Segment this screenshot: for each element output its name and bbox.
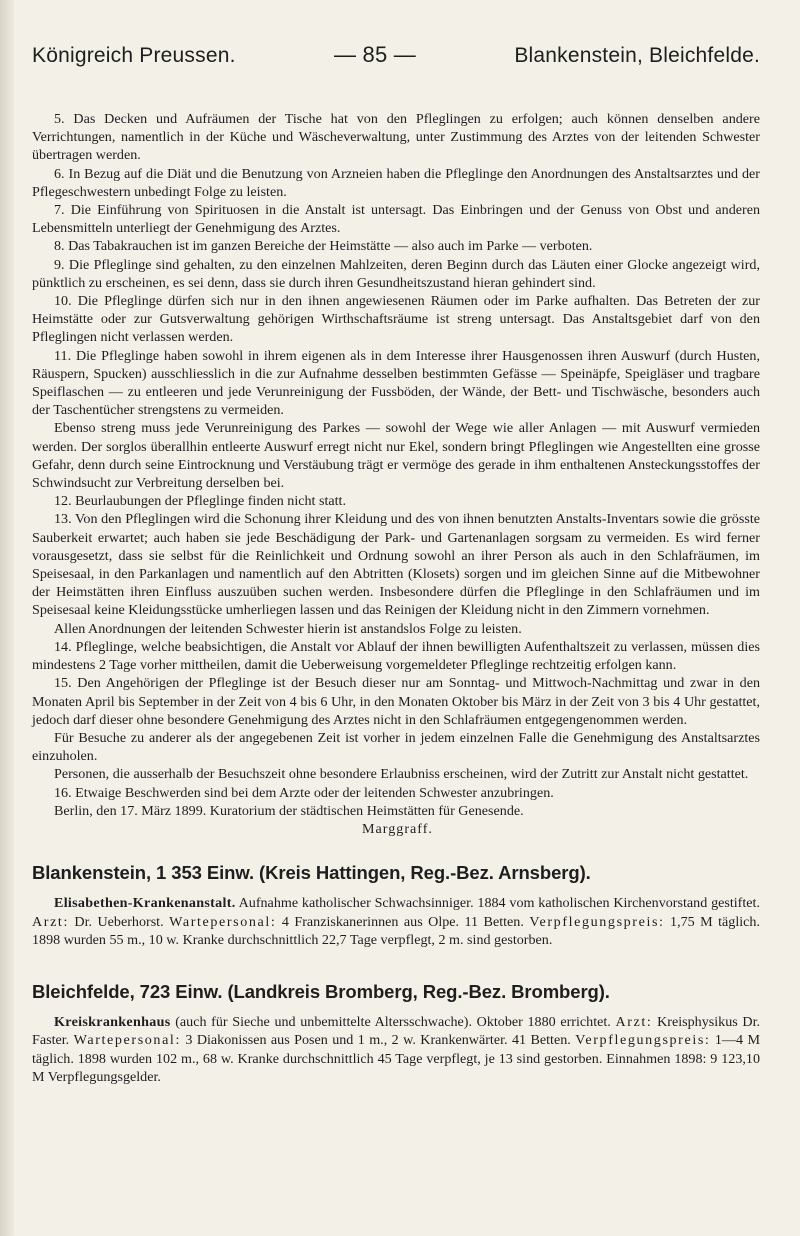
page-number: — 85 —	[334, 42, 416, 67]
paragraph: 7. Die Einführung von Spirituosen in die Anstalt ist untersagt. Das Einbringen und der Genuss von Obst und anderen Lebensmitteln unterliegt der Genehmigung des Arztes.	[32, 202, 760, 237]
paragraph: 13. Von den Pfleglingen wird die Schonung ihrer Kleidung und des von ihnen benutzten Anstalts-Inventars sowie die grösste Sauberkeit erwartet; auch haben sie jede Beschädigung der Park- und Gartenanlagen sorgsam zu vermeiden. Es wird ferner vorausgesetzt, dass sie selbst für die Reinlichkeit und Ordnung sowohl an ihrer Person als auch in den Schlafräumen, im Speisesaal, in den Parkanlagen und namentlich auf den Abtritten (Klosets) sorgen und im gleichen Sinne auf die Mitbewohner der Heimstätten ihren Einfluss auszuüben suchen werden. Insbesondere dürfen die Pfleglinge in den Schlafräumen und im Speisesaal keine Kleidungsstücke umherliegen lassen und das Reinigen der Kleidung nicht in den Zimmern vornehmen.	[32, 511, 760, 619]
paragraph: 6. In Bezug auf die Diät und die Benutzung von Arzneien haben die Pfleglinge den Anordnungen des Anstaltsarztes und der Pflegeschwestern unbedingt Folge zu leisten.	[32, 165, 760, 200]
label-arzt: Arzt:	[32, 913, 69, 930]
page-body	[32, 110, 760, 1086]
label-verpflegungspreis: Verpflegungspreis:	[575, 1032, 711, 1049]
entry-heading-bleichfelde: Bleichfelde, 723 Einw. (Landkreis Bromberg, Reg.-Bez. Bromberg).	[32, 980, 610, 1002]
paragraph: 10. Die Pfleglinge dürfen sich nur in den ihnen angewiesenen Räumen oder im Parke aufhalten. Das Betreten der zur Heimstätte oder zur Gutsverwaltung gehörigen Wirthschaftsräume ist streng untersagt. Das Anstaltsgebiet darf von den Pfleglingen nicht verlassen werden.	[32, 293, 760, 346]
paragraph: Personen, die ausserhalb der Besuchszeit ohne besondere Erlaubniss erscheinen, wird der Zutritt zur Anstalt nicht gestattet.	[54, 766, 749, 783]
entry-text: Kreisphysikus Dr. Faster.	[32, 1014, 761, 1049]
entry-text: Dr. Ueberhorst.	[68, 913, 170, 930]
entry-text: Aufnahme katholischer Schwachsinniger. 1884 vom katholischen Kirchenvorstand gestiftet.	[235, 895, 760, 912]
header-right: Blankenstein, Bleichfelde.	[514, 44, 760, 67]
paragraph: Ebenso streng muss jede Verunreinigung des Parkes — sowohl der Wege wie aller Anlagen — mit Auswurf vermieden werden. Der sorglos überallhin entleerte Auswurf erregt nicht nur Ekel, sondern bringt Pfleglingen wie Angestellten eine grosse Gefahr, denn durch seine Eintrocknung und Verstäubung trägt er vermöge des gerade in ihm enthaltenen Ansteckungsstoffes der Schwindsucht zur Verbreitung derselben bei.	[32, 420, 760, 492]
paragraph: Für Besuche zu anderer als der angegebenen Zeit ist vorher in jedem einzelnen Falle die Genehmigung des Anstaltsarztes einzuholen.	[32, 729, 760, 765]
paragraph: 5. Das Decken und Aufräumen der Tische hat von den Pfleglingen zu erfolgen; auch können denselben andere Verrichtungen, namentlich in der Küche und Wäscheverwaltung, unter Zustimmung des Arztes von der leitenden Schwester übertragen werden.	[32, 111, 760, 164]
institution-name: Kreiskrankenhaus	[54, 1014, 171, 1031]
paragraph: 11. Die Pfleglinge haben sowohl in ihrem eigenen als in dem Interesse ihrer Hausgenossen ihren Auswurf (durch Husten, Räuspern, Spucken) ausschliesslich in die zur Aufnahme desselben bestimmten Gefässe — Speinäpfe, Speigläser und tragbare Speiflaschen — zu entleeren und jede Verunreinigung der Fussböden, der Wände, der Bett- und Tischwäsche, besonders auch der Taschentücher strengstens zu vermeiden.	[32, 347, 760, 419]
entry-text: (auch für Sieche und unbemittelte Altersschwache). Oktober 1880 errichtet.	[170, 1014, 616, 1031]
label-verpflegungspreis: Verpflegungspreis:	[529, 913, 665, 930]
entry-heading-blankenstein: Blankenstein, 1 353 Einw. (Kreis Hattingen, Reg.-Bez. Arnsberg).	[32, 862, 591, 884]
entry-text: 3 Diakonissen aus Posen und 1 m., 2 w. Krankenwärter. 41 Betten.	[180, 1032, 576, 1049]
paragraph: Allen Anordnungen der leitenden Schwester hierin ist anstandslos Folge zu leisten.	[54, 620, 522, 637]
paragraph: 15. Den Angehörigen der Pfleglinge ist der Besuch dieser nur am Sonntag- und Mittwoch-Nachmittag und zwar in den Monaten April bis September in der Zeit von 4 bis 6 Uhr, in den Monaten Oktober bis März in der Zeit von 3 bis 4 Uhr gestattet, jedoch darf dieser ohne besondere Genehmigung des Arztes nicht in den Schlafräumen entgegengenommen werden.	[32, 675, 760, 728]
entry-text: 4 Franziskanerinnen aus Olpe. 11 Betten.	[276, 913, 530, 930]
entry-text-blankenstein	[32, 894, 760, 949]
paragraph: 14. Pfleglinge, welche beabsichtigen, die Anstalt vor Ablauf der ihnen bewilligten Aufenthaltszeit zu verlassen, müssen dies mindestens 2 Tage vorher mittheilen, damit die Ueberweisung vorgemeldeter Pfleglinge rechtzeitig erfolgen kann.	[32, 638, 760, 674]
paragraph: 12. Beurlaubungen der Pfleglinge finden nicht statt.	[54, 493, 346, 510]
label-wartepersonal: Wartepersonal:	[169, 913, 277, 930]
label-arzt: Arzt:	[615, 1014, 653, 1031]
signature-line: Berlin, den 17. März 1899. Kuratorium der städtischen Heimstätten für Genesende.	[54, 802, 524, 819]
paragraph: 9. Die Pfleglinge sind gehalten, zu den einzelnen Mahlzeiten, deren Beginn durch das Läuten einer Glocke angezeigt wird, pünktlich zu erscheinen, es sei denn, dass sie durch ihren Gesundheitszustand hieran gehindert sind.	[32, 256, 760, 291]
running-header	[32, 42, 760, 74]
institution-name: Elisabethen-Krankenanstalt.	[54, 895, 236, 912]
entry-text: 1—4 M täglich. 1898 wurden 102 m., 68 w. Kranke durchschnittlich 45 Tage verpflegt, je 13 sind gestorben. Einnahmen 1898: 9 123,10 M Verpflegungsgelder.	[32, 1032, 760, 1085]
header-left: Königreich Preussen.	[32, 44, 236, 67]
entry-text: 1,75 M täglich. 1898 wurden 55 m., 10 w. Kranke durchschnittlich 22,7 Tage verpflegt, 2 m. sind gestorben.	[32, 913, 760, 948]
binding-gutter	[0, 0, 14, 1236]
paragraph: 8. Das Tabakrauchen ist im ganzen Bereiche der Heimstätte — also auch im Parke — verboten.	[54, 238, 593, 255]
signature-name: Marggraff.	[362, 820, 433, 837]
paragraph: 16. Etwaige Beschwerden sind bei dem Arzte oder der leitenden Schwester anzubringen.	[54, 784, 554, 801]
label-wartepersonal: Wartepersonal:	[73, 1032, 181, 1049]
entry-text-bleichfelde	[32, 1013, 760, 1086]
